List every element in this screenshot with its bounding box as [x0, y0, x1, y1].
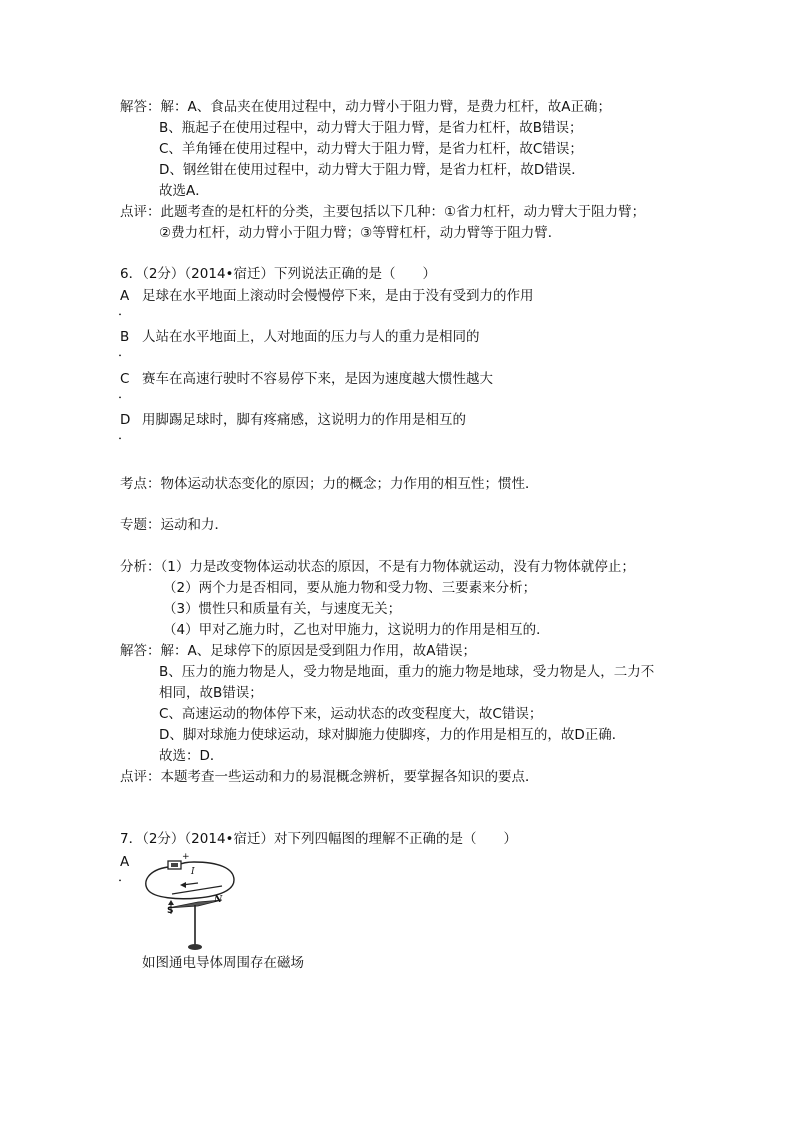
figure-south-label: S: [167, 906, 174, 916]
q6-option-a-text: 足球在水平地面上滚动时会慢慢停下来，是由于没有受到力的作用: [142, 288, 534, 304]
prev-dianping-line-1: 点评：此题考查的是杠杆的分类，主要包括以下几种：①省力杠杆，动力臂大于阻力臂；: [120, 204, 646, 220]
q6-fenxi-line-4: （4）甲对乙施力时，乙也对甲施力，这说明力的作用是相互的．: [163, 622, 550, 638]
q6-jieda-line-5: D、脚对球施力使球运动，球对脚施力使脚疼，力的作用是相互的，故D正确．: [159, 727, 626, 743]
figure-current-label: I: [191, 867, 195, 877]
prev-jieda-line-4: D、钢丝钳在使用过程中，动力臂大于阻力臂，是省力杠杆，故D错误．: [159, 162, 585, 178]
figure-plus-label: +: [182, 852, 190, 862]
q7-option-a-caption: 如图通电导体周围存在磁场: [142, 955, 304, 971]
prev-jieda-line-1: 解答：解：A、食品夹在使用过程中，动力臂小于阻力臂，是费力杠杆，故A正确；: [120, 99, 611, 115]
q6-option-d-dot: ．: [118, 428, 132, 443]
q6-fenxi-line-2: （2）两个力是否相同，要从施力物和受力物、三要素来分析；: [163, 580, 537, 596]
q6-kaodian: 考点：物体运动状态变化的原因；力的概念；力作用的相互性；惯性．: [120, 476, 539, 492]
prev-jieda-line-3: C、羊角锤在使用过程中，动力臂大于阻力臂，是省力杠杆，故C错误；: [159, 141, 583, 157]
q6-jieda-line-4: C、高速运动的物体停下来，运动状态的改变程度大，故C错误；: [159, 706, 543, 722]
prev-jieda-line-2: B、瓶起子在使用过程中，动力臂大于阻力臂，是省力杠杆，故B错误；: [159, 120, 583, 136]
q6-jieda-line-1: 解答：解：A、足球停下的原因是受到阻力作用，故A错误；: [120, 643, 476, 659]
q6-dianping: 点评：本题考查一些运动和力的易混概念辨析，要掌握各知识的要点．: [120, 769, 539, 785]
q6-jieda-line-2: B、压力的施力物是人，受力物是地面，重力的施力物是地球，受力物是人，二力不: [159, 664, 655, 680]
q6-jieda-line-6: 故选：D．: [159, 748, 224, 764]
q6-option-b-dot: ．: [118, 345, 132, 360]
q7-stem: 7．（2分）（2014•宿迁）对下列四幅图的理解不正确的是（ ）: [120, 831, 517, 847]
q6-jieda-line-3: 相同，故B错误；: [159, 685, 263, 701]
oersted-experiment-figure: [138, 850, 248, 955]
q6-option-b-letter: B: [120, 329, 130, 345]
figure-north-label: N: [214, 895, 223, 905]
q6-option-c-letter: C: [120, 371, 130, 387]
q7-option-a-dot: ．: [118, 870, 132, 885]
q6-fenxi-line-3: （3）惯性只和质量有关，与速度无关；: [163, 601, 402, 617]
prev-jieda-line-5: 故选A．: [159, 183, 209, 199]
prev-dianping-line-2: ②费力杠杆，动力臂小于阻力臂；③等臂杠杆，动力臂等于阻力臂．: [159, 225, 562, 241]
q6-option-d-letter: D: [120, 412, 131, 428]
q6-option-a-dot: ．: [118, 304, 132, 319]
q6-option-b-text: 人站在水平地面上，人对地面的压力与人的重力是相同的: [142, 329, 480, 345]
q6-option-c-dot: ．: [118, 387, 132, 402]
q6-option-a-letter: A: [120, 288, 130, 304]
q6-stem: 6．（2分）（2014•宿迁）下列说法正确的是（ ）: [120, 266, 436, 282]
q6-option-c-text: 赛车在高速行驶时不容易停下来，是因为速度越大惯性越大: [142, 371, 493, 387]
q6-zhuanti: 专题：运动和力．: [120, 517, 228, 533]
q6-option-d-text: 用脚踢足球时，脚有疼痛感，这说明力的作用是相互的: [142, 412, 466, 428]
q7-option-a-letter: A: [120, 854, 130, 870]
q6-fenxi-line-1: 分析：（1）力是改变物体运动状态的原因，不是有力物体就运动，没有力物体就停止；: [120, 559, 635, 575]
